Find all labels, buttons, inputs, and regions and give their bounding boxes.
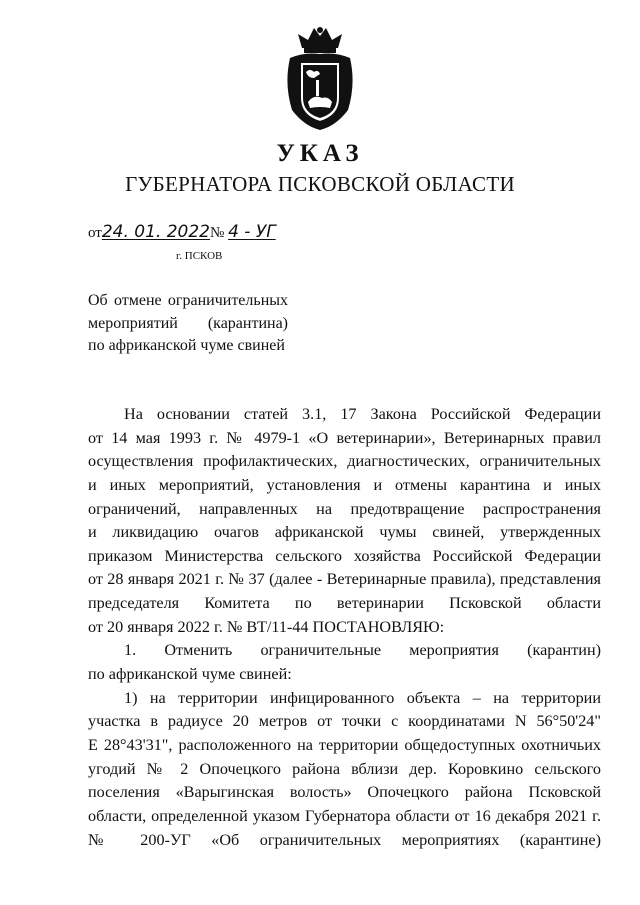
body-line: № 200-УГ «Об ограничительных мероприятиях (карантине) [88,830,601,849]
body-line: угодий № 2 Опочецкого района вблизи дер. Коровкино сельского [88,759,601,778]
document-subject [88,290,288,358]
date-prefix: от [88,225,102,241]
body-line: На основании статей 3.1, 17 Закона Российской Федерации [124,405,601,423]
city-label: г. ПСКОВ [176,250,223,262]
body-line: от 20 января 2022 г. № ВТ/11-44 ПОСТАНОВЛЯЮ: [88,617,445,636]
body-line: 1) на территории инфицированного объекта – на территории [124,688,601,707]
body-line: E 28°43'31", расположенного на территории общедоступных охотничьих [88,735,601,754]
body-line: осуществления профилактических, диагностических, ограничительных [88,452,601,471]
body-line: и ликвидацию очагов африканской чумы свиней, утвержденных [88,523,601,542]
date-number-line [88,222,276,242]
body-line: от 14 мая 1993 г. № 4979-1 «О ветеринарии», Ветеринарных правил [88,428,601,447]
handwritten-date: 24. 01. 2022 [101,222,211,242]
body-line: и иных мероприятий, установления и отмены карантина и иных [88,475,601,494]
document-title: УКАЗ [276,140,364,167]
body-line: приказом Министерства сельского хозяйства Российской Федерации [88,546,601,565]
number-prefix: № [210,225,225,241]
issuer-title: ГУБЕРНАТОРА ПСКОВСКОЙ ОБЛАСТИ [125,172,515,196]
subject-line: Об отмене ограничительных [88,292,288,309]
body-line: области, определенной указом Губернатора области от 16 декабря 2021 г. [88,806,601,825]
body-line: от 28 января 2021 г. № 37 (далее - Ветеринарные правила), представления [88,570,601,589]
body-line: участка в радиусе 20 метров от точки с координатами N 56°50'24" [88,712,601,731]
body-line: поселения «Варыгинская волость» Опочецкого района Псковской [88,783,601,802]
body-line: по африканской чуме свиней: [88,665,292,684]
body-line: ограничений, направленных на предотвращение распространения [88,499,601,518]
coat-of-arms-icon [280,24,360,132]
document-body [88,403,601,852]
body-line: председателя Комитета по ветеринарии Псковской области [88,594,601,613]
subject-line: мероприятий (карантина) [88,314,288,332]
handwritten-number: 4 - УГ [228,222,276,242]
body-line: 1. Отменить ограничительные мероприятия (карантин) [124,641,601,660]
subject-line: по африканской чуме свиней [88,337,285,354]
